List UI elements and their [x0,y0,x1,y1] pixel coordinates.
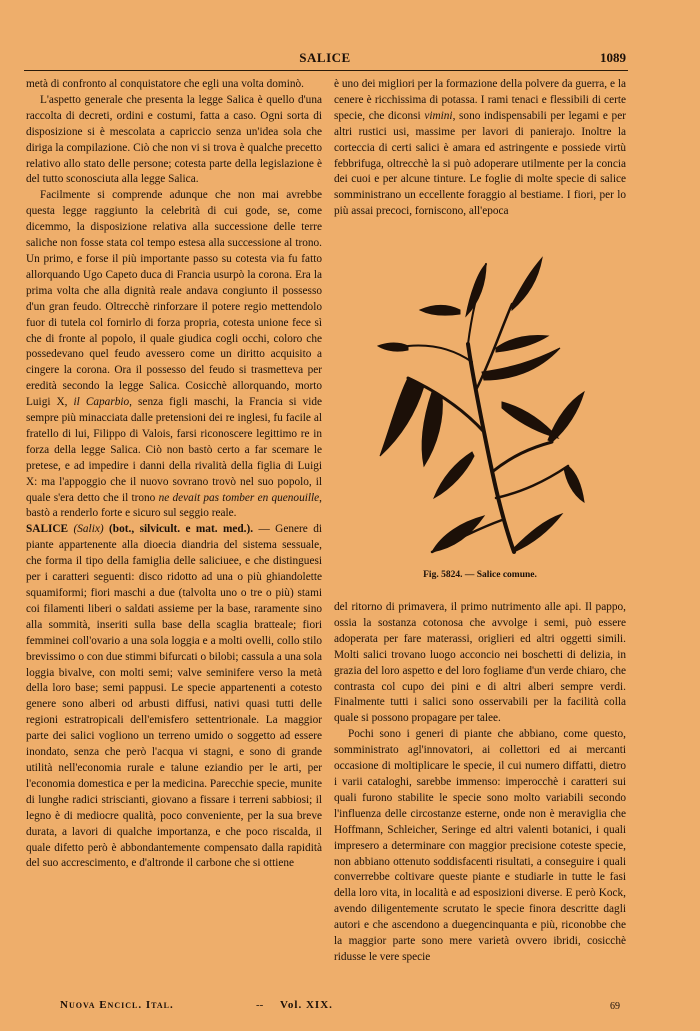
right-column-bottom [334,600,626,966]
text-run: Facilmente si comprende adunque che non mai avrebbe questa legge raggiunto la celebrità di cui gode, se, come dicemmo, la disposizione relativa alla successione delle terre saliche non fosse stata col tempo estesa alla successione al trono. Un primo, e forse il più importante passo su cotesta via fu fatto allorquando Ugo Capeto duca di Francia usurpò la corona. Era la prima volta che alla dignità reale andava congiunto il possesso d'un gran feudo. Oltrecchè rinforzare il potere regio mettendolo fuor di tutela col fornirlo di forza propria, cotesta unione fece sì che di fronte al popolo, il quale giudica cogli occhi, coloro che possedevano quel feudo avessero come un diritto acquisito a cingere la corona. Ora il possesso del feudo si trasmetteva per eredità secondo la legge Salica. Cosicchè allorquando, morto Luigi X, [26,189,322,409]
page-footer [60,999,620,1015]
paragraph-uses [334,77,626,220]
running-header [24,50,626,68]
header-page-number: 1089 [600,50,626,65]
figure-caption: Fig. 5824. — Salice comune. [423,570,537,580]
entry-body: — Genere di piante appartenente alla dioecia diandria del sistema sessuale, che forma il tipo della famiglia delle saliciuee, e che distinguesi per i caratteri seguenti: disco ridotto ad una o più ghiandolette squamiformi; fiori maschi a due (talvolta uno o tre o più) stami coi filamenti liberi o saldati assieme per la base, raramente sino alla sommità, inseriti sulla base della scaglia bratteale; fiori femminei coll'ovario a una sola loggia e a molti ovelli, collo stilo brevissimo o con due stimmi bifurcati o bilobi; cassula a una sola loggia bivalve, con molti semi; valve seminifere verso la metà della loro base; semi pappusi. Le specie appartenenti a cotesto genere sono alberi od arbusti diffusi, nativi quasi tutti delle regioni estratropicali dell'emisfero settentrionale. La maggior parte dei salici vogliono un terreno umido o soggetto ad essere inondato, senza che però l'acqua vi stagni, e sono di grande utilità nell'economia rurale e talune eziandio per le arti, per l'economia domestica e per la medicina. Parecchie specie, munite di lunghe radici striscianti, giovano a fissare i terreni sabbiosi; il legno è di mediocre qualità, poco conveniente, per la sua breve durata, a lavori di qualche importanza, e che poco riscalda, il quale difetto però è abbondantemente compensato dalla rapidità del suo accrescimento, e d'altronde il carbone che si ottiene [26,523,322,870]
footer-volume: Vol. XIX. [280,999,333,1011]
willow-branch-icon [372,252,586,562]
paragraph-spring: del ritorno di primavera, il primo nutrimento alle api. Il pappo, ossia la sostanza cotonosa che avvolge i semi, può essere adoperata per fare materassi, origlieri ed altri oggetti simili. Molti salici trovano luogo acconcio nei boschetti di delizia, in grazia del loro aspetto e del loro fogliame d'un verde chiaro, che contrasta col cupo dei pini e di altri alberi sempre verdi. Finalmente tutti i salici sono osservabili per la facilità colla quale si possono propagare per talee. [334,601,626,725]
header-rule [24,70,628,71]
text-run: , bastò a renderlo forte e sicuro sul seggio reale. [26,491,322,520]
footer-publication: Nuova Encicl. Ital. [60,999,174,1011]
text-run: è uno dei migliori per la formazione della polvere da guerra, e la cenere è ricchissima di potassa. I rami tenaci e flessibili di certe specie, che diconsi [334,78,626,122]
left-column [26,77,322,872]
paragraph-successione [26,188,322,522]
right-column-top [334,77,626,220]
italic-run: vimini [424,109,453,122]
entry-fields: (bot., silvicult. e mat. med.). [109,523,254,536]
footer-dash: -- [256,999,264,1011]
paragraph-legge-salica: L'aspetto generale che presenta la legge Salica è quello d'una raccolta di decreti, ordini e costumi, fatta a caso. Ogni sorta di disposizione si è mescolata a capriccio senza un'idea sola che diriga la compilazione. Ciò che non vi si trova è qualche precetto relativo allo stato delle persone; cotesta parte della legislazione è del tutto sconosciuta alla legge Salica. [26,93,322,186]
willow-branch-illustration [372,252,586,562]
footer-signature: 69 [610,1001,620,1012]
header-title: SALICE [299,50,351,65]
text-run: , sono indispensabili per legami e per altri rustici usi, massime per lavori di panierajo. Inoltre la corteccia di certi salici è amara ed astringente e possiede virtù febbrifuga, oltrecchè la si può adoperare utilmente per la concia dei cuoi e per alcune tinture. Le foglie di molte specie di salice somministrano un eccellente foraggio al bestiame. I fiori, per lo più assai precoci, forniscono, all'epoca [334,109,626,218]
italic-run: ne devait pas tomber en quenouille [158,491,320,504]
italic-run: il Caparbio [73,396,130,409]
text-run: , senza figli maschi, la Francia si vide sempre più minacciata dalle pretensioni dei re inglesi, fu facile al fratello di lui, Filippo di Valois, farsi riconoscere legittimo re in forza della legge Salica. Ciò non bastò certo a far scemare le pretese, e ad impedire i danni della rivalità della figlia di Luigi X: ma l'appoggio che il nuovo sovrano trovò nel suo popolo, il quale s'era detto che il trono [26,396,323,504]
entry-salice [26,522,322,872]
entry-headword: SALICE [26,523,69,536]
paragraph-continuation: metà di confronto al conquistatore che egli una volta dominò. [26,78,304,90]
entry-latin-name: (Salix) [73,523,104,536]
paragraph-species: Pochi sono i generi di piante che abbiano, come questo, somministrato agl'innovatori, ai collettori ed ai mercanti occasione di moltiplicare le specie, il cui numero diffatti, dietro i varii cataloghi, sarebbe immenso: imperocchè i caratteri sui quali furono stabilite le specie sono molto variabili secondo l'influenza delle circostanze esterne, onde non è meraviglia che Hoffmann, Schleicher, Seringe ed altri valenti botanici, i quali impresero a determinare con maggior precisione coteste specie, non abbiano ottenuto soddisfacenti risultati, a conseguire i quali converrebbe coltivare queste piante e studiarle in tutte le fasi della loro vita, in località e ad esposizioni diverse. E però Kock, avendo diligentemente scrutato le specie finora descritte dagli autori e che ascendono a duegencinquanta e più, riconobbe che la maggior parte sono mere varietà ovvero ibridi, cosicchè ridusse le vere specie [334,728,626,963]
